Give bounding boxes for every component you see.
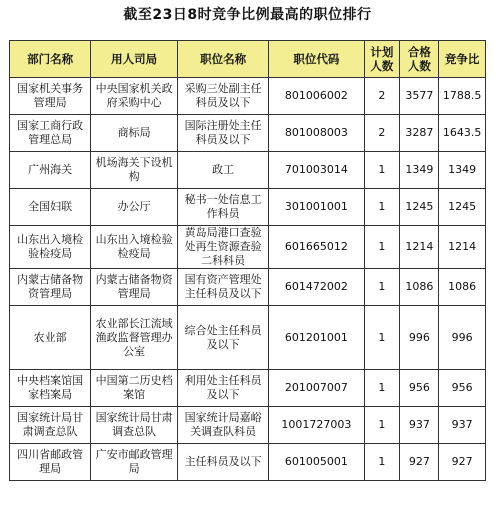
cell-dept: 广州海关 <box>10 152 91 189</box>
cell-org: 机场海关下设机构 <box>91 152 178 189</box>
cell-dept: 内蒙古储备物资管理局 <box>10 269 91 306</box>
cell-code: 201007007 <box>269 370 364 407</box>
cell-code: 601472002 <box>269 269 364 306</box>
cell-position: 黄岛局港口查验处再生资源查验二科科员 <box>178 226 269 269</box>
table-row <box>10 189 486 226</box>
cell-dept: 国家工商行政管理总局 <box>10 115 91 152</box>
cell-position: 采购三处副主任科员及以下 <box>178 78 269 115</box>
cell-dept: 国家统计局甘肃调查总队 <box>10 407 91 444</box>
cell-ratio: 1214 <box>439 226 486 269</box>
ranking-table <box>9 40 486 481</box>
table-row <box>10 306 486 370</box>
cell-plan: 1 <box>364 370 400 407</box>
cell-org: 国家统计局甘肃调查总队 <box>91 407 178 444</box>
cell-plan: 1 <box>364 269 400 306</box>
cell-dept: 农业部 <box>10 306 91 370</box>
cell-plan: 1 <box>364 189 400 226</box>
cell-org: 中央国家机关政府采购中心 <box>91 78 178 115</box>
cell-position: 利用处主任科员及以下 <box>178 370 269 407</box>
cell-plan: 1 <box>364 152 400 189</box>
cell-position: 秘书一处信息工作科员 <box>178 189 269 226</box>
cell-qualified: 1086 <box>400 269 439 306</box>
header-plan: 计划人数 <box>364 41 400 78</box>
cell-dept: 四川省邮政管理局 <box>10 444 91 481</box>
cell-plan: 1 <box>364 306 400 370</box>
cell-org: 广安市邮政管理局 <box>91 444 178 481</box>
cell-ratio: 1349 <box>439 152 486 189</box>
table-row <box>10 226 486 269</box>
cell-position: 国有资产管理处主任科员及以下 <box>178 269 269 306</box>
cell-position: 主任科员及以下 <box>178 444 269 481</box>
cell-ratio: 956 <box>439 370 486 407</box>
table-row <box>10 407 486 444</box>
page-title: 截至23日8时竞争比例最高的职位排行 <box>123 7 372 23</box>
table-row <box>10 269 486 306</box>
cell-plan: 1 <box>364 226 400 269</box>
cell-org: 商标局 <box>91 115 178 152</box>
cell-code: 601201001 <box>269 306 364 370</box>
cell-ratio: 1245 <box>439 189 486 226</box>
cell-ratio: 937 <box>439 407 486 444</box>
cell-position: 国家统计局嘉峪关调查队科员 <box>178 407 269 444</box>
cell-qualified: 3577 <box>400 78 439 115</box>
cell-plan: 2 <box>364 115 400 152</box>
cell-ratio: 927 <box>439 444 486 481</box>
cell-ratio: 996 <box>439 306 486 370</box>
cell-qualified: 3287 <box>400 115 439 152</box>
cell-org: 办公厅 <box>91 189 178 226</box>
cell-position: 政工 <box>178 152 269 189</box>
cell-code: 301001001 <box>269 189 364 226</box>
table-row <box>10 370 486 407</box>
table-row <box>10 115 486 152</box>
cell-code: 801008003 <box>269 115 364 152</box>
cell-code: 1001727003 <box>269 407 364 444</box>
table-row <box>10 444 486 481</box>
header-org: 用人司局 <box>91 41 178 78</box>
cell-org: 山东出入境检验检疫局 <box>91 226 178 269</box>
cell-plan: 1 <box>364 444 400 481</box>
header-dept: 部门名称 <box>10 41 91 78</box>
cell-qualified: 937 <box>400 407 439 444</box>
cell-qualified: 956 <box>400 370 439 407</box>
table-header-row <box>10 41 486 78</box>
cell-position: 国际注册处主任科员及以下 <box>178 115 269 152</box>
cell-plan: 1 <box>364 407 400 444</box>
cell-ratio: 1788.5 <box>439 78 486 115</box>
cell-code: 801006002 <box>269 78 364 115</box>
cell-dept: 山东出入境检验检疫局 <box>10 226 91 269</box>
cell-code: 701003014 <box>269 152 364 189</box>
cell-org: 农业部长江流域渔政监督管理办公室 <box>91 306 178 370</box>
cell-qualified: 927 <box>400 444 439 481</box>
cell-ratio: 1643.5 <box>439 115 486 152</box>
header-ratio: 竞争比 <box>439 41 486 78</box>
cell-dept: 全国妇联 <box>10 189 91 226</box>
cell-qualified: 1214 <box>400 226 439 269</box>
cell-qualified: 1245 <box>400 189 439 226</box>
cell-dept: 国家机关事务管理局 <box>10 78 91 115</box>
cell-position: 综合处主任科员及以下 <box>178 306 269 370</box>
cell-org: 内蒙古储备物资管理局 <box>91 269 178 306</box>
header-position: 职位名称 <box>178 41 269 78</box>
cell-plan: 2 <box>364 78 400 115</box>
cell-code: 601665012 <box>269 226 364 269</box>
cell-org: 中国第二历史档案馆 <box>91 370 178 407</box>
header-code: 职位代码 <box>269 41 364 78</box>
cell-code: 601005001 <box>269 444 364 481</box>
cell-ratio: 1086 <box>439 269 486 306</box>
table-row <box>10 152 486 189</box>
table-row <box>10 78 486 115</box>
cell-dept: 中央档案馆国家档案局 <box>10 370 91 407</box>
cell-qualified: 1349 <box>400 152 439 189</box>
cell-qualified: 996 <box>400 306 439 370</box>
header-qualified: 合格人数 <box>400 41 439 78</box>
